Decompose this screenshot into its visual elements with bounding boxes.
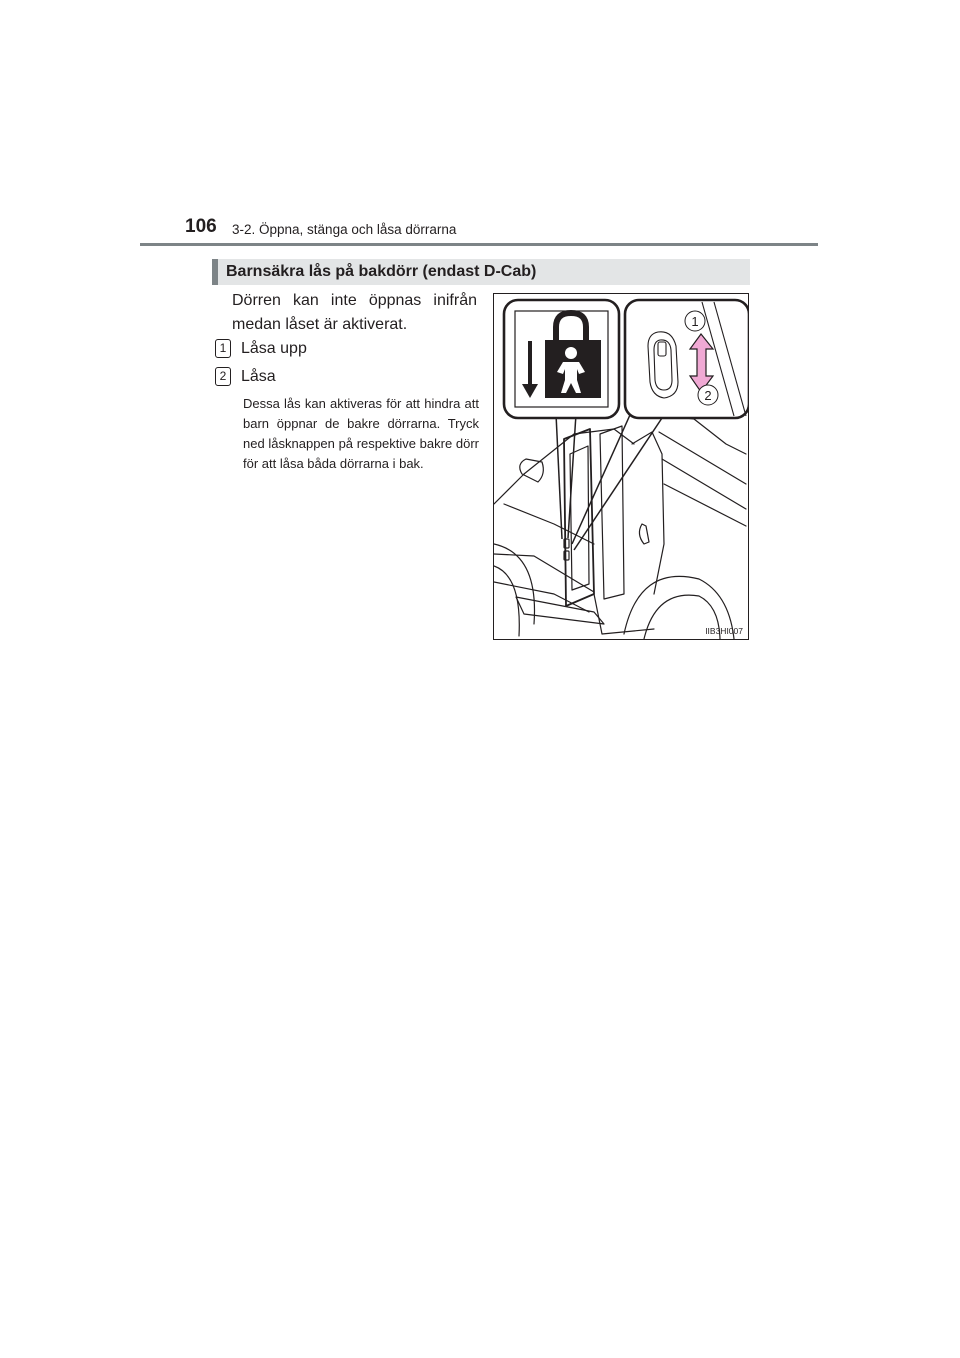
step-item-unlock [215, 339, 307, 358]
callout-2-label: 2 [704, 388, 712, 403]
step-label: Låsa upp [241, 340, 307, 357]
intro-paragraph: Dörren kan inte öppnas inifrån medan låset är aktiverat. [232, 292, 477, 333]
step-item-lock [215, 367, 276, 386]
header-divider [140, 243, 818, 246]
page-number: 106 [185, 216, 217, 237]
step-number: 2 [215, 367, 231, 386]
note-paragraph: Dessa lås kan aktiveras för att hindra att barn öppnar de bakre dörrarna. Tryck ned låsknappen på respektive bakre dörr för att låsa båda dörrarna i bak. [243, 396, 479, 471]
child-lock-illustration [493, 293, 749, 640]
section-accent [212, 259, 218, 285]
child-lock-figure [494, 294, 748, 639]
step-label: Låsa [241, 368, 276, 385]
callout-1-label: 1 [691, 314, 699, 329]
section-title: Barnsäkra lås på bakdörr (endast D-Cab) [226, 263, 537, 280]
step-number: 1 [215, 339, 231, 358]
chapter-title: 3-2. Öppna, stänga och låsa dörrarna [232, 222, 457, 237]
figure-code: IIB3HI007 [705, 626, 743, 636]
section-heading-bar [212, 259, 750, 285]
